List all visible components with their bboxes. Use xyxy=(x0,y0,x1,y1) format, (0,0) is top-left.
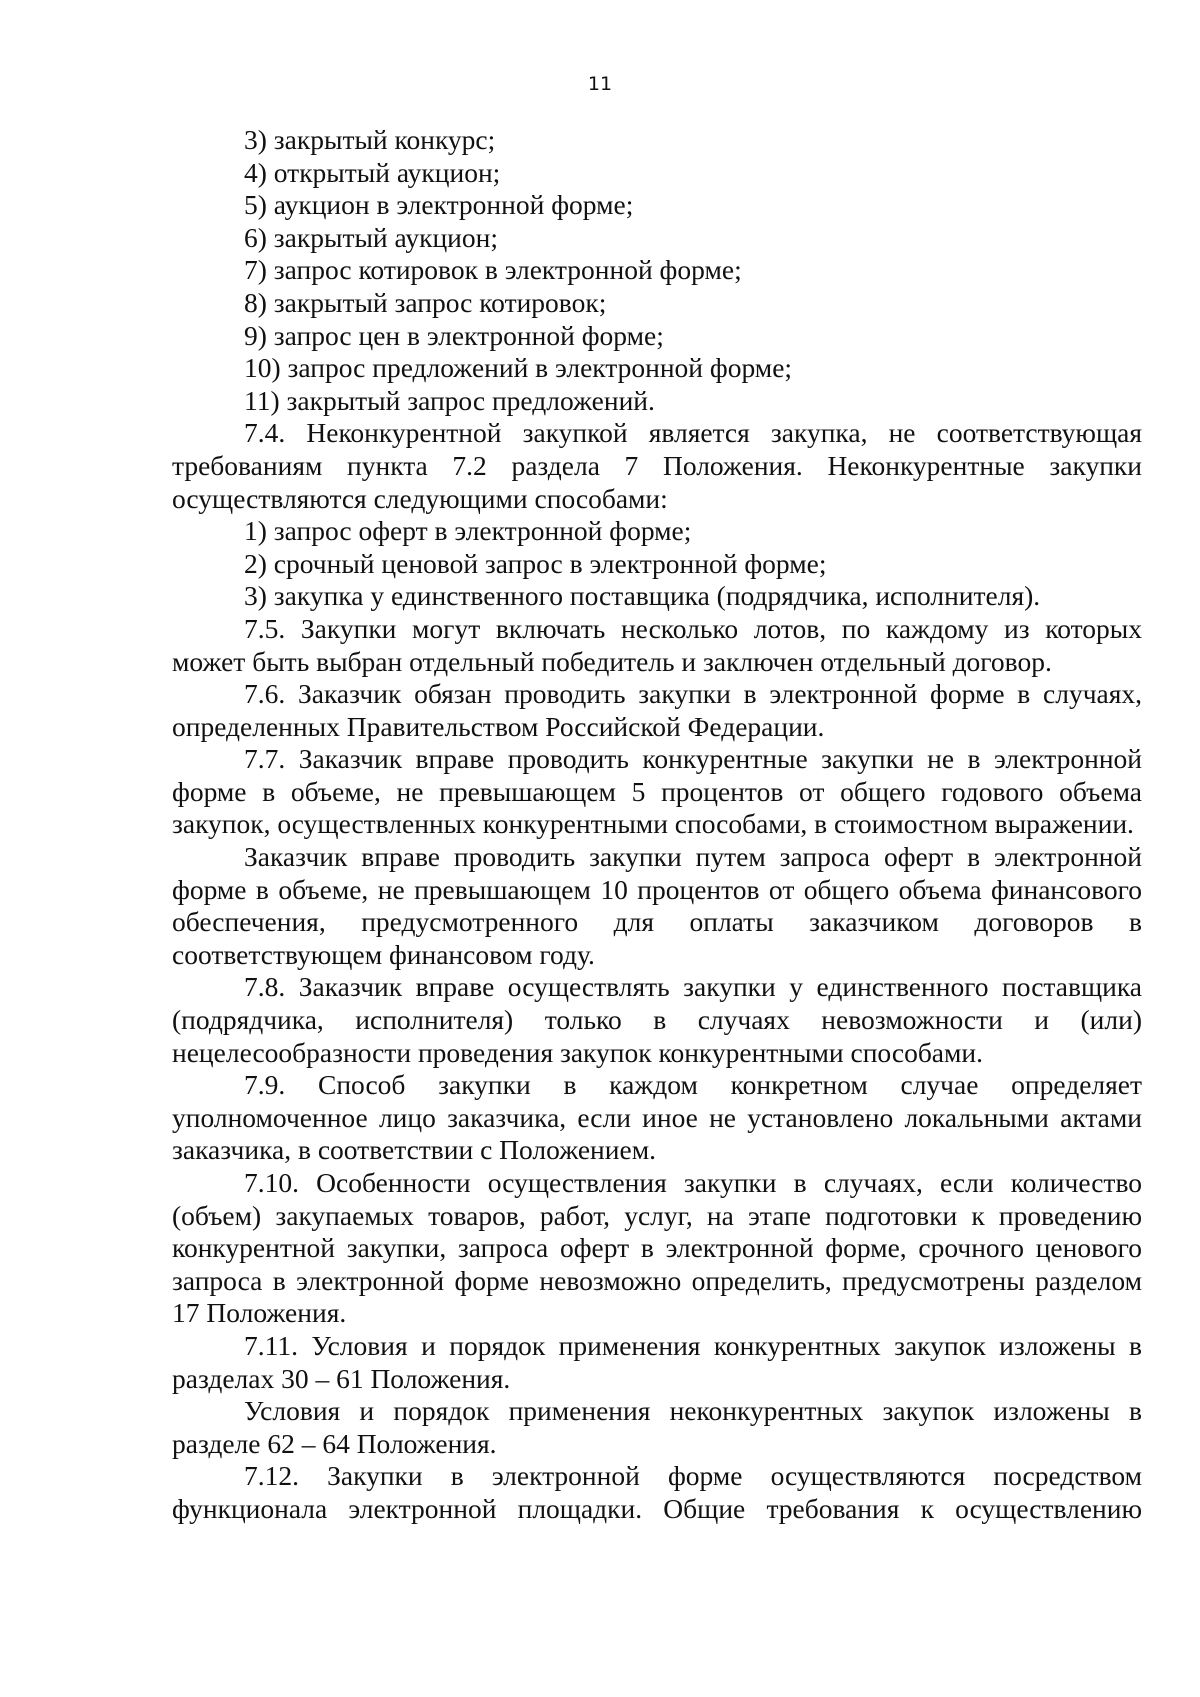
list-item: 4) открытый аукцион; xyxy=(244,156,501,188)
paragraph-7-11: 7.11. Условия и порядок применения конкурентных закупок изложены в разделах 30 – 61 Положения. xyxy=(172,1329,1142,1394)
list-item: 6) закрытый аукцион; xyxy=(244,221,498,253)
paragraph-7-8: 7.8. Заказчик вправе осуществлять закупки у единственного поставщика (подрядчика, исполнителя) только в случаях невозможности и (или) нецелесообразности проведения закупок конкурентными способами. xyxy=(172,971,1142,1068)
page-number: 11 xyxy=(587,73,613,95)
list-item: 11) закрытый запрос предложений. xyxy=(244,384,655,416)
list-item: 5) аукцион в электронной форме; xyxy=(244,189,634,221)
paragraph-7-12: 7.12. Закупки в электронной форме осуществляются посредством функционала электронной площадки. Общие требования к осуществлению xyxy=(172,1460,1142,1524)
paragraph-7-10: 7.10. Особенности осуществления закупки в случаях, если количество (объем) закупаемых товаров, работ, услуг, на этапе подготовки к проведению конкурентной закупки, запроса оферт в электронной форме, срочного ценового запроса в электронной форме невозможно определить, предусмотрены разделом 17 Положения. xyxy=(172,1167,1142,1329)
list-item: 3) закрытый конкурс; xyxy=(244,124,496,155)
list-item: 7) запрос котировок в электронной форме; xyxy=(244,254,742,286)
paragraph-7-7: 7.7. Заказчик вправе проводить конкурентные закупки не в электронной форме в объеме, не превышающем 5 процентов от общего годового объема закупок, осуществленных конкурентными способами, в стоимостном выражении. xyxy=(172,743,1142,840)
list-item: 1) запрос оферт в электронной форме; xyxy=(244,515,692,547)
list-item: 8) закрытый запрос котировок; xyxy=(244,286,607,318)
paragraph-7-4: 7.4. Неконкурентной закупкой является закупка, не соответствующая требованиям пункта 7.2 раздела 7 Положения. Неконкурентные закупки осуществляются следующими способами: xyxy=(172,417,1142,514)
paragraph-7-9: 7.9. Способ закупки в каждом конкретном случае определяет уполномоченное лицо заказчика, если иное не установлено локальными актами заказчика, в соответствии с Положением. xyxy=(172,1069,1142,1166)
paragraph-7-6: 7.6. Заказчик обязан проводить закупки в электронной форме в случаях, определенных Правительством Российской Федерации. xyxy=(172,678,1142,742)
list-item: 9) запрос цен в электронной форме; xyxy=(244,319,664,351)
paragraph-7-7-continued: Заказчик вправе проводить закупки путем запроса оферт в электронной форме в объеме, не превышающем 10 процентов от общего объема финансового обеспечения, предусмотренного для оплаты заказчиком договоров в соответствующем финансовом году. xyxy=(172,841,1142,970)
document-body xyxy=(172,124,1142,1526)
list-item: 3) закупка у единственного поставщика (подрядчика, исполнителя). xyxy=(244,580,1041,612)
paragraph-7-5: 7.5. Закупки могут включать несколько лотов, по каждому из которых может быть выбран отдельный победитель и заключен отдельный договор. xyxy=(172,612,1142,677)
paragraph-7-11-continued: Условия и порядок применения неконкурентных закупок изложены в разделе 62 – 64 Положения. xyxy=(172,1395,1142,1459)
list-item: 2) срочный ценовой запрос в электронной форме; xyxy=(244,547,827,579)
list-item: 10) запрос предложений в электронной форме; xyxy=(244,352,793,384)
